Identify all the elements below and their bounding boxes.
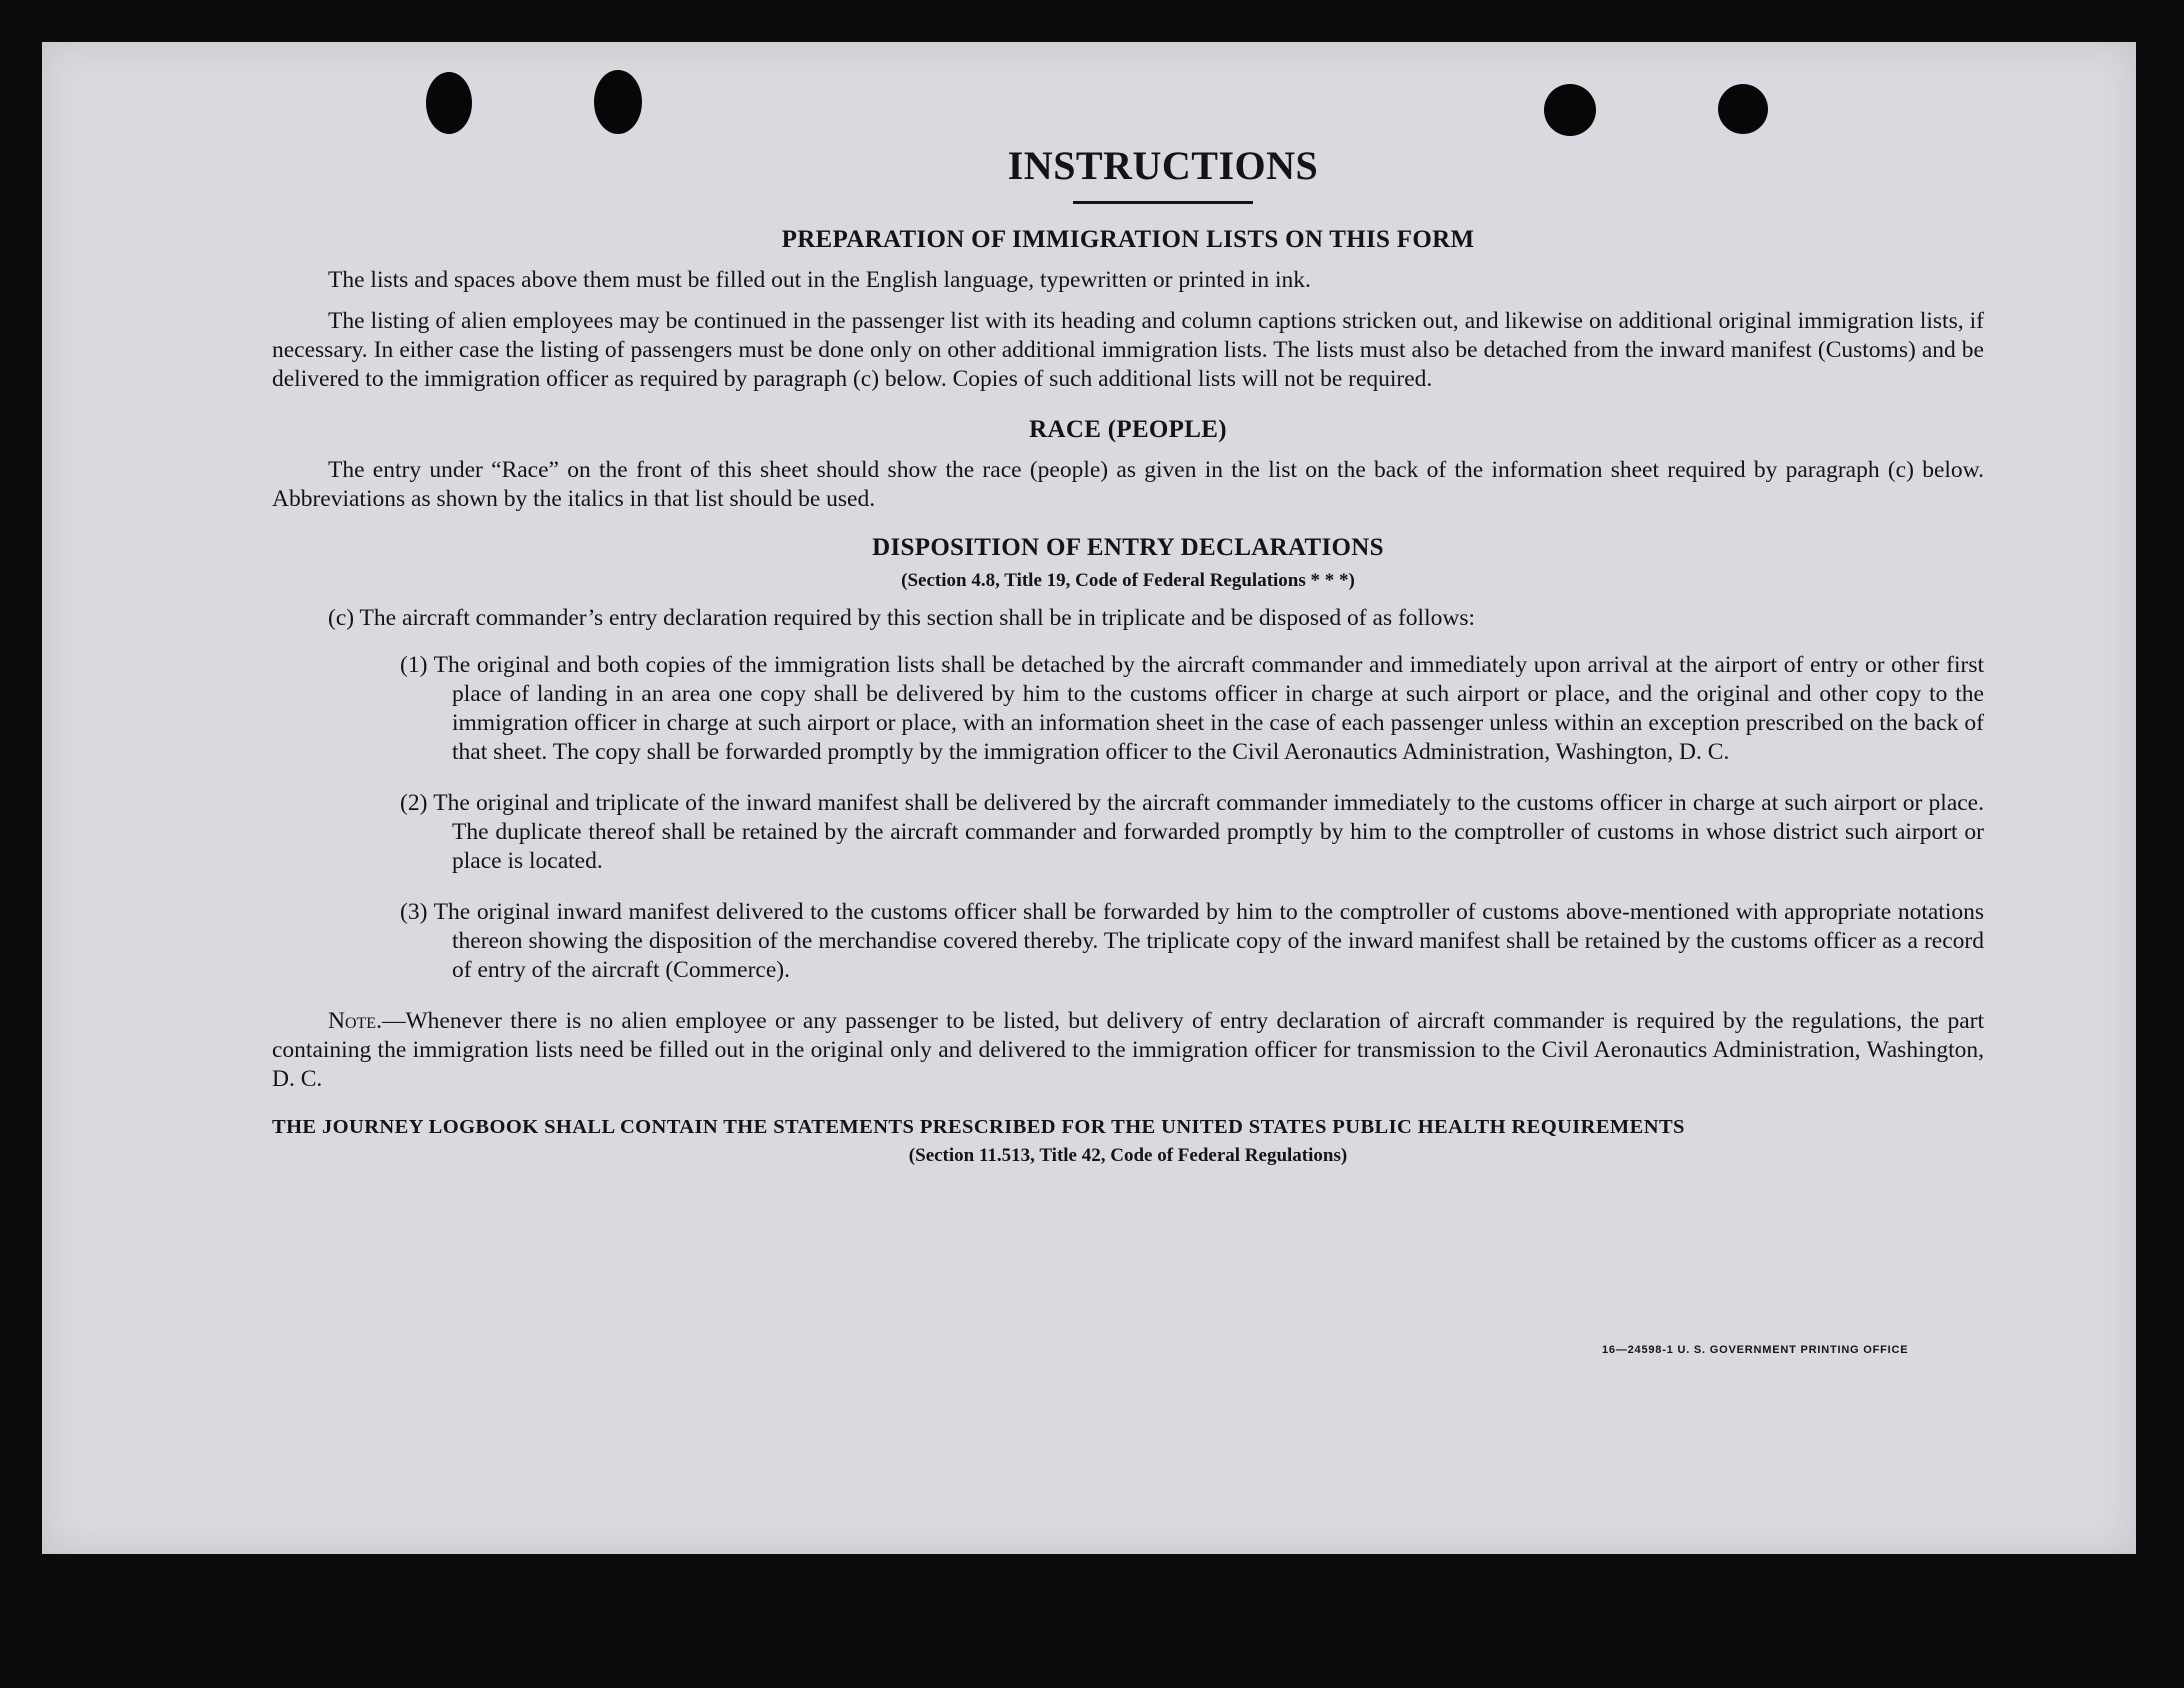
disposition-item-2: (2) The original and triplicate of the inward manifest shall be delivered by the aircraft commander immediately to the customs officer in charge at such airport or place. The duplicate thereof shall be retained by the aircraft commander and forwarded promptly by him to the comptroller of customs in whose district such airport or place is located. bbox=[400, 790, 1984, 874]
page-title: INSTRUCTIONS bbox=[1007, 143, 1319, 188]
note-paragraph bbox=[272, 1007, 1984, 1094]
preparation-heading: PREPARATION OF IMMIGRATION LISTS ON THIS FORM bbox=[781, 226, 1475, 253]
note-label: Note. bbox=[328, 1008, 382, 1034]
disposition-item-3: (3) The original inward manifest delivered to the customs officer shall be forwarded by him to the comptroller of customs above-mentioned with appropriate notations thereon showing the disposition of the merchandise covered thereby. The triplicate copy of the inward manifest shall be retained by the customs officer as a record of entry of the aircraft (Commerce). bbox=[400, 899, 1984, 983]
disposition-item-1: (1) The original and both copies of the immigration lists shall be detached by the aircraft commander and immediately upon arrival at the airport of entry or other first place of landing in an area one copy shall be delivered by him to the customs officer in charge at such airport or place, and the original and other copy to the immigration officer in charge at such airport or place, with an information sheet in the case of each passenger unless within an exception prescribed on the back of that sheet. The copy shall be forwarded promptly by the immigration officer to the Civil Aeronautics Administration, Washington, D. C. bbox=[400, 652, 1984, 765]
journey-logbook-subheading: (Section 11.513, Title 42, Code of Federal Regulations) bbox=[908, 1145, 1348, 1166]
preparation-paragraph-2: The listing of alien employees may be continued in the passenger list with its heading and column captions stricken out, and likewise on additional original immigration lists, if necessary. In either case the listing of passengers must be done only on other additional immigration lists. The lists must also be detached from the inward manifest (Customs) and be delivered to the immigration officer as required by paragraph (c) below. Copies of such additional lists will not be required. bbox=[272, 308, 1984, 392]
title-underline bbox=[1073, 201, 1253, 204]
disposition-clause: (c) The aircraft commander’s entry declaration required by this section shall be in triplicate and be disposed of as follows: bbox=[328, 605, 1475, 631]
race-heading: RACE (PEOPLE) bbox=[1029, 416, 1227, 443]
note-text: —Whenever there is no alien employee or any passenger to be listed, but delivery of entry declaration of aircraft commander is required by the regulations, the part containing the immigration lists need be filled out in the original only and delivered to the immigration officer for transmission to the Civil Aeronautics Administration, Washington, D. C. bbox=[272, 1008, 1984, 1092]
disposition-heading: DISPOSITION OF ENTRY DECLARATIONS bbox=[872, 534, 1384, 561]
printing-office-code: 16—24598-1 U. S. GOVERNMENT PRINTING OFFICE bbox=[1602, 1344, 1909, 1356]
race-paragraph: The entry under “Race” on the front of this sheet should show the race (people) as given in the list on the back of the information sheet required by paragraph (c) below. Abbreviations as shown by the italics in that list should be used. bbox=[272, 457, 1984, 512]
punch-hole bbox=[426, 72, 472, 134]
instructions-text bbox=[272, 142, 1984, 1167]
journey-logbook-statement: THE JOURNEY LOGBOOK SHALL CONTAIN THE STATEMENTS PRESCRIBED FOR THE UNITED STATES PUBLIC HEALTH REQUIREMENTS bbox=[272, 1116, 1685, 1138]
punch-hole bbox=[1718, 84, 1768, 134]
disposition-subheading: (Section 4.8, Title 19, Code of Federal Regulations * * *) bbox=[901, 570, 1355, 591]
document-sheet bbox=[42, 42, 2136, 1554]
punch-hole bbox=[594, 70, 642, 134]
punch-hole bbox=[1544, 84, 1596, 136]
preparation-paragraph-1: The lists and spaces above them must be filled out in the English language, typewritten or printed in ink. bbox=[328, 267, 1311, 293]
